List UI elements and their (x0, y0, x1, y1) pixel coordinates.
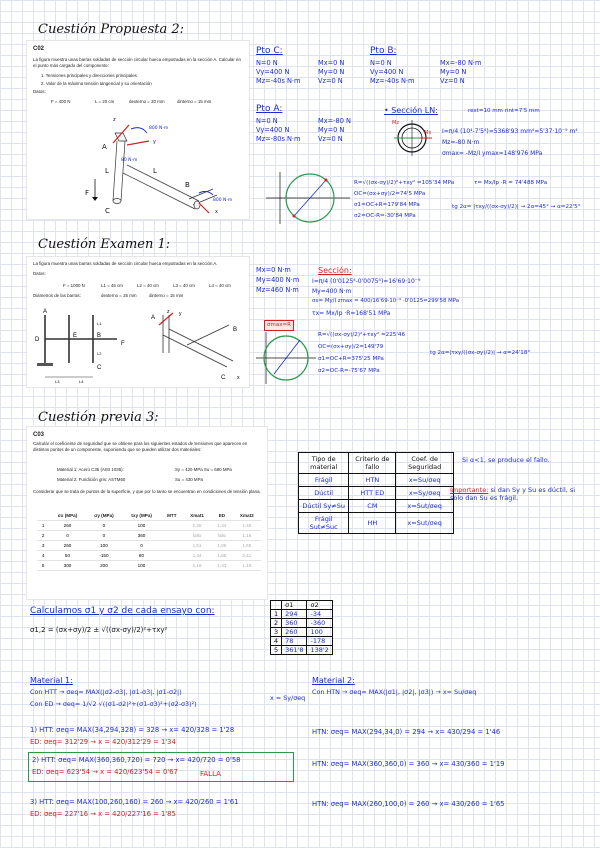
sigma-max: σmax= -Mz/I ymax=148'976 MPa (442, 150, 543, 157)
pto-b-vy: Vy=400 N (370, 68, 404, 76)
cell: 5 (37, 561, 49, 571)
material-1-x: x = Sy/σeq (270, 694, 306, 702)
fig1-axis-z: z (113, 117, 116, 123)
result-3-htt: 3) HTT: σeq= MAX(100,260,160) = 260 → x= 420/260 = 1'61 (30, 798, 239, 806)
table-row (271, 610, 333, 619)
fig2-3d-label-a: A (151, 315, 156, 321)
criteria-table (298, 452, 454, 534)
cell: fallo (183, 531, 211, 541)
cell-empty (161, 531, 183, 541)
cell-empty (161, 521, 183, 531)
fig2-label-a: A (43, 309, 48, 315)
htn-result-2: HTN: σeq= MAX(360,360,0) = 360 → x= 430/360 = 1'19 (312, 760, 505, 768)
problem3-code: C03 (33, 432, 45, 438)
ex-tg-alpha: tg 2α=|τxy/((σx-σy)/2)| → α=24'18° (430, 350, 531, 356)
problem-item-2: 2. Valor de la máxima tensión tangencial y su orientación (41, 81, 152, 86)
cell: 360 (122, 531, 161, 541)
ex-tau-x: τx= Mx/Ip ·R=168'51 MPa (312, 310, 391, 317)
cell: 78 (282, 637, 307, 646)
cell: 5 (271, 646, 282, 655)
cell: 1,19 (233, 531, 261, 541)
table-row (299, 500, 454, 513)
cell: 50 (49, 551, 85, 561)
cell: x=Sy/σeq (396, 487, 454, 500)
problem3-intro: Calcular el coeficiente de seguridad que se obtiene para los siguientes estados de tensiones que aparecen en distintos puntos de un componente, suponiendo que se pueden utilizar dos materiales: (33, 441, 248, 452)
cell: 294 (282, 610, 307, 619)
problem2-dato-f: F = 1000 N (63, 283, 85, 288)
cell-empty (161, 541, 183, 551)
pto-c-my: My=0 N (318, 68, 345, 76)
fig2-label-b: B (97, 333, 102, 339)
problem3-mat1: Material 1: Acero C35 (AISI 1035): (57, 467, 124, 472)
cell: 2,41 (233, 551, 261, 561)
col-header: Xmat1 (183, 511, 211, 521)
dato-l: L = 20 cm (95, 99, 115, 104)
pto-b-my: My=0 N (440, 68, 467, 76)
problem2-dint: dinterno = 15 mm (149, 293, 184, 298)
pto-a-n: N=0 N (256, 117, 278, 125)
cell: 0 (86, 531, 122, 541)
fig2-label-d: D (35, 337, 40, 343)
cell: 1,65 (233, 541, 261, 551)
mz-value: Mz=-80 N·m (442, 139, 480, 146)
cell: 4 (37, 551, 49, 561)
material-1-ed: Con ED → σeq= 1/√2 √((σ1-σ2)²+(σ1-σ3)²+(σ2-σ3)²) (30, 700, 197, 708)
pto-a-mz: Mz=-80s N·m (256, 135, 301, 143)
heading-cuestion-propuesta-2: Cuestión Propuesta 2: (38, 22, 185, 37)
cell: HH (349, 513, 396, 534)
mohr-circle-1 (266, 170, 350, 226)
result-2-ed: ED: σeq= 623'54 → x = 420/623'54 = 0'67 (32, 768, 178, 776)
fig2-axis-z: z (167, 309, 170, 315)
heading-cuestion-previa-3: Cuestión previa 3: (38, 410, 159, 425)
note-fallo: Si α<1, se produce el fallo. (462, 456, 550, 464)
material-1-htt: Con HTT → σeq= MAX(|σ2-σ3|, |σ1-σ3|, |σ1-σ2|) (30, 688, 182, 696)
mz-label: Mz (392, 120, 399, 126)
dato-dext: dexterno = 20 mm (129, 99, 165, 104)
cell: 360 (282, 619, 307, 628)
cell: 3 (37, 541, 49, 551)
col-header: σ1 (282, 601, 307, 610)
table-row (271, 619, 333, 628)
pto-c-mx: Mx=0 N (318, 59, 345, 67)
ex-sigma-max-box: σmax=R (264, 320, 294, 331)
ex-mz: Mz=460 N·m (256, 286, 299, 294)
col-header: ED (211, 511, 232, 521)
table-row (271, 646, 333, 655)
problem2-diam-label: Diámetros de las barras: (33, 293, 81, 298)
problem3-note: Considerar que se trata de puntos de la superficie, y que por lo tanto se encuentran en condiciones de tensión plana. (33, 489, 261, 494)
pto-a-vz: Vz=0 N (318, 135, 343, 143)
problem3-mat1-values: Sy = 420 MPa Su = 680 MPa (175, 467, 232, 472)
problem2-dato-l3: L3 = 40 cm (173, 283, 195, 288)
ex-my-2: My=400 N·m (312, 288, 352, 295)
problem2-dato-l2: L2 = 40 cm (137, 283, 159, 288)
problem-card-c03 (26, 426, 268, 600)
cell: 200 (86, 561, 122, 571)
cell: 300 (49, 561, 85, 571)
pto-b-mz: Mz=-40s N·m (370, 77, 415, 85)
col-header (271, 601, 282, 610)
pto-c-vz: Vz=0 N (318, 77, 343, 85)
pto-b-mx: Mx=-80 N·m (440, 59, 482, 67)
ex-my: My=400 N·m (256, 276, 300, 284)
pto-b-n: N=0 N (370, 59, 392, 67)
fig2-label-l3: L3 (55, 379, 60, 384)
col-header: Tipo de material (299, 453, 349, 474)
fig1-label-f: F (85, 189, 90, 197)
mx-label: Mx (424, 130, 432, 136)
dato-dint: dinterno = 15 mm (177, 99, 212, 104)
cell: 138'2 (307, 646, 332, 655)
note-importante-label: Importante: (450, 486, 489, 494)
cell: x=Su/σeq (396, 474, 454, 487)
col-header (37, 511, 49, 521)
cell: 1,85 (211, 541, 232, 551)
col-header: τxy (MPa) (122, 511, 161, 521)
sigma-table (270, 600, 333, 655)
problem-code: C02 (33, 46, 45, 52)
table-row (37, 551, 261, 561)
pto-c-title: Pto C: (256, 46, 283, 56)
table-row (299, 487, 454, 500)
dato-f: F = 400 N (51, 99, 71, 104)
cell: 2 (271, 619, 282, 628)
cell: HTT ED (349, 487, 396, 500)
fig2-axis-x: x (237, 375, 240, 381)
cell: Frágil (299, 474, 349, 487)
ex-r: R=√((σx-σy)/2)²+τxy² =225'46 (318, 332, 405, 338)
cell: 1,28 (183, 521, 211, 531)
cell: 260 (49, 541, 85, 551)
note-importante-text: si dan Sy y Su es dúctil, si solo dan Su es frágil. (450, 486, 576, 503)
cell: 100 (307, 628, 332, 637)
ex-mx: Mx=0 N·m (256, 266, 291, 274)
cell: 1 (271, 610, 282, 619)
fig1-label-c: C (105, 207, 110, 215)
table-row (37, 561, 261, 571)
pto-a-mx: Mx=-80 N (318, 117, 351, 125)
pto-b-vz: Vz=0 N (440, 77, 465, 85)
table-row (37, 531, 261, 541)
datos-label: Datos: (33, 89, 46, 94)
problem2-dato-l4: L4 = 40 cm (209, 283, 231, 288)
seccion-ln-title: • Sección LN: (384, 106, 438, 115)
ex-inertia: I=π/4 (0'0125⁴-0'0075⁴)=16'69·10⁻⁹ (312, 278, 421, 285)
pto-b-title: Pto B: (370, 46, 397, 56)
fig2-label-f: F (121, 341, 125, 347)
col-header: σy (MPa) (86, 511, 122, 521)
fig1-moment-1: 800 N·m (149, 126, 169, 131)
cell: 1,85 (211, 551, 232, 561)
problem2-intro: La figura muestra unas barras soldadas de sección circular hueca empotradas en la sección A. (33, 261, 218, 266)
col-header: MTT (161, 511, 183, 521)
fig1-axis-y: y (153, 139, 156, 145)
table-row (299, 513, 454, 534)
mohr-circle-2 (256, 330, 316, 386)
table-row (271, 628, 333, 637)
problem-item-1: 1. Tensiones principales y direcciones principales (41, 73, 137, 78)
stress-states-table (37, 511, 261, 571)
problem2-datos-label: Datos: (33, 271, 46, 276)
bar-figure-1 (57, 113, 247, 218)
pto-c-mz: Mz=-40s N·m (256, 77, 301, 85)
frame-figure-3d (137, 305, 247, 385)
mohr-sigma2: σ2=OC-R=-30'84 MPa (354, 213, 416, 219)
col-header: σx (MPa) (49, 511, 85, 521)
cell: 3 (271, 628, 282, 637)
cell: 1 (37, 521, 49, 531)
note-importante (450, 486, 586, 502)
col-header: Xmat2 (233, 511, 261, 521)
cell: 361'8 (282, 646, 307, 655)
fig1-label-l1: L (153, 167, 157, 175)
mohr-r: R=√((σx-σy)/2)²+τxy² =105'34 MPa (354, 180, 455, 186)
cell: -360 (307, 619, 332, 628)
material-2-htn: Con HTN → σeq= MAX(|σ1|, |σ2|, |σ3|) → x= Su/σeq (312, 688, 477, 696)
pto-c-n: N=0 N (256, 59, 278, 67)
fig2-label-e: E (73, 333, 78, 339)
pto-c-vy: Vy=400 N (256, 68, 290, 76)
problem-card-examen (26, 256, 250, 388)
calc-formula: σ1,2 = (σx+σy)/2 ± √((σx-σy)/2)²+τxy² (30, 626, 168, 634)
cell: Dúctil (299, 487, 349, 500)
cell: x=Sut/σeq (396, 513, 454, 534)
ex-sigma-x: σx= My/I zmax = 400/16'69·10⁻⁹ ·0'0125=299'58 MPa (312, 298, 460, 304)
col-header: Coef. de Seguridad (396, 453, 454, 474)
cell: 1,44 (183, 551, 211, 561)
table-row (37, 541, 261, 551)
pto-a-vy: Vy=400 N (256, 126, 290, 134)
cell: fallo (211, 531, 232, 541)
problem2-dext: dexterno = 25 mm (101, 293, 137, 298)
table-row (299, 474, 454, 487)
cell: 1,33 (211, 561, 232, 571)
material-2-title: Material 2: (312, 676, 355, 685)
result-1-htt: 1) HTT: σeq= MAX(34,294,328) = 328 → x= 420/328 = 1'28 (30, 726, 235, 734)
cell: x=Sut/σeq (396, 500, 454, 513)
cell: 4 (271, 637, 282, 646)
frame-figure-2d (33, 305, 133, 385)
radii: rext=10 mm rint=7'5 mm (468, 108, 540, 114)
cell: 1,16 (183, 561, 211, 571)
mohr-oc: OC=(σx+σy)/2=74'5 MPa (354, 191, 426, 197)
problem2-dato-l1: L1 = 45 cm (101, 283, 123, 288)
result-2-htt: 2) HTT: σeq= MAX(360,360,720) = 720 → x= 420/720 = 0'58 (32, 756, 241, 764)
fig1-axis-x: x (215, 209, 218, 215)
fig1-label-a: A (102, 143, 107, 151)
fig2-axis-y: y (179, 311, 182, 317)
cell: 2 (37, 531, 49, 541)
ex-sigma1: σ1=OC+R=375'25 MPa (318, 356, 384, 362)
cell: -34 (307, 610, 332, 619)
cell: 1,34 (211, 521, 232, 531)
cell: Frágil Sut≠Suc (299, 513, 349, 534)
tau-formula: τ= Mx/Ip ·R = 74'488 MPa (474, 180, 548, 186)
tg-alpha-1: tg 2α= |τxy/((σx-σy)/2)| → 2α=45° → α=22'5° (452, 204, 581, 210)
heading-cuestion-examen-1: Cuestión Examen 1: (38, 237, 171, 252)
cell: HTN (349, 474, 396, 487)
cell: 100 (122, 521, 161, 531)
fig2-label-c: C (97, 365, 102, 371)
cell: 1,61 (183, 541, 211, 551)
result-1-ed: ED: σeq= 312'29 → x = 420/312'29 = 1'34 (30, 738, 176, 746)
cell: -178 (307, 637, 332, 646)
cell: 100 (86, 541, 122, 551)
problem3-mat2: Material 2: Fundición gris: ASTM60 (57, 477, 126, 482)
fig1-label-b: B (185, 181, 190, 189)
problem-intro: La figura muestra unas barras soldadas de sección circular hueca empotradas en la sección A. Calcular en el punto más cargado del componente: (33, 57, 241, 68)
fig2-3d-label-c: C (221, 375, 226, 381)
cell: 260 (282, 628, 307, 637)
fig2-3d-label-b: B (233, 327, 238, 333)
col-header: σ2 (307, 601, 332, 610)
material-1-title: Material 1: (30, 676, 73, 685)
ex-oc: OC=(σx+σy)/2=149'79 (318, 344, 384, 350)
cell: 260 (49, 521, 85, 531)
cell-empty (161, 551, 183, 561)
cell: 100 (122, 561, 161, 571)
fig1-moment-2: 80 N·m (121, 158, 138, 163)
ex-seccion-title: Sección: (318, 266, 352, 275)
pto-a-my: My=0 N (318, 126, 345, 134)
fig1-label-l2: L (105, 167, 109, 175)
mohr-sigma1: σ1=OC+R=179'84 MPa (354, 202, 420, 208)
ex-sigma2: σ2=OC-R=-75'67 MPa (318, 368, 380, 374)
cell: 0 (122, 541, 161, 551)
cell: 1,19 (233, 561, 261, 571)
table-row (37, 521, 261, 531)
cell: 0 (49, 531, 85, 541)
htn-result-3: HTN: σeq= MAX(260,100,0) = 260 → x= 430/260 = 1'65 (312, 800, 505, 808)
problem-card-c02 (26, 40, 250, 220)
fig2-label-l2: L2 (97, 351, 102, 356)
inertia: I=π/4 (10⁴-7'5⁴)=5368'93 mm⁴=5'37·10⁻⁹ m⁴ (442, 128, 578, 135)
cell: 0 (86, 521, 122, 531)
fig2-label-l1: L1 (97, 321, 102, 326)
cell: CM (349, 500, 396, 513)
htn-result-1: HTN: σeq= MAX(294,34,0) = 294 → x= 430/294 = 1'46 (312, 728, 501, 736)
cell: 1,46 (233, 521, 261, 531)
result-3-ed: ED: σeq= 227'16 → x = 420/227'16 = 1'85 (30, 810, 176, 818)
pto-a-title: Pto A: (256, 104, 283, 114)
cell: 80 (122, 551, 161, 561)
cell-empty (161, 561, 183, 571)
table-row (271, 637, 333, 646)
fig2-label-l4: L4 (79, 379, 84, 384)
cell: -150 (86, 551, 122, 561)
fail-label: FALLA (200, 770, 221, 778)
col-header: Criterio de fallo (349, 453, 396, 474)
cell: Dúctil Sy≠Su (299, 500, 349, 513)
fig1-moment-3: 800 N·m (213, 198, 233, 203)
calc-title: Calculamos σ1 y σ2 de cada ensayo con: (30, 606, 215, 616)
problem3-mat2-values: Su = 430 MPa (175, 477, 203, 482)
